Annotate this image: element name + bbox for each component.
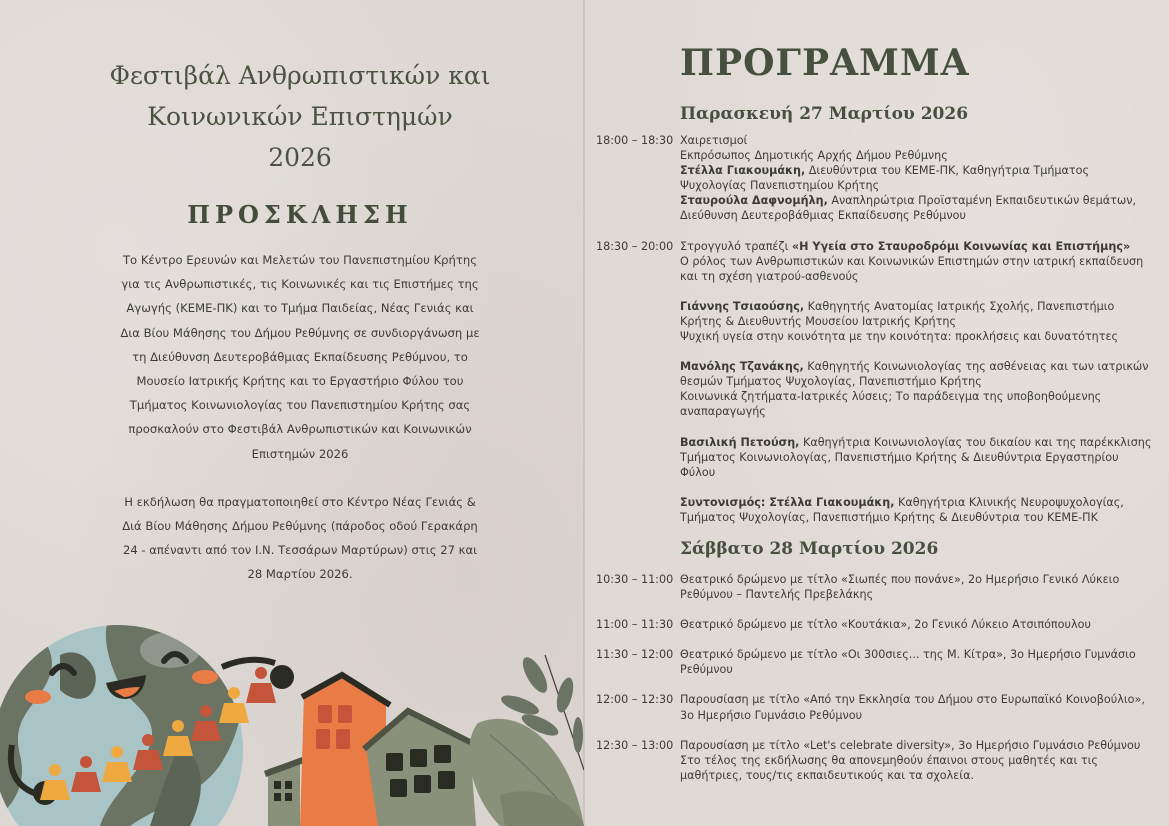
schedule-slot [596, 692, 1156, 722]
schedule-slot [596, 617, 1156, 632]
slot-line: Εκπρόσωπος Δημοτικής Αρχής Δήμου Ρεθύμνης [680, 149, 948, 163]
invitation-body [120, 248, 480, 587]
slot-description: Θεατρικό δρώμενο με τίτλο «Οι 300σιες... της Μ. Κίτρα», 3ο Ημερήσιο Γυμνάσιο Ρεθύμνου [680, 648, 1136, 677]
speaker-role: Αναπληρώτρια Προϊσταμένη Εκπαιδευτικών θεμάτων, Διεύθυνση Δευτεροβάθμιας Εκπαίδευσης Ρεθύμνου [680, 194, 1137, 223]
closing-note: Στο τέλος της εκδήλωσης θα απονεμηθούν έπαινοι στους μαθητές και τις μαθήτριες, τους/τις εκπαιδευτικούς και τα σχολεία. [680, 753, 1098, 782]
slot-time: 12:30 – 13:00 [596, 738, 674, 752]
day1-heading: Παρασκευή 27 Μαρτίου 2026 [680, 104, 969, 124]
leaves [469, 654, 584, 826]
speaker-role: Καθηγητής Κοινωνιολογίας της ασθένειας και των ιατρικών θεσμών Τμήματος Ψυχολογίας, Πανεπιστήμιο Κρήτης [680, 360, 1149, 389]
slot-description [680, 133, 1156, 224]
slot-description: Θεατρικό δρώμενο με τίτλο «Σιωπές που πονάνε», 2ο Ημερήσιο Γενικό Λύκειο Ρεθύμνου – Παντελής Πρεβελάκης [680, 573, 1120, 602]
slot-title-prefix: Στρογγυλό τραπέζι [680, 239, 792, 253]
speaker-topic: Ψυχική υγεία στην κοινότητα με την κοινότητα: προκλήσεις και δυνατότητες [680, 330, 1119, 344]
schedule-slot [596, 133, 1156, 224]
speaker-name: Βασιλική Πετούση, [680, 435, 800, 449]
title-year: 2026 [268, 143, 332, 172]
houses [264, 675, 476, 826]
slot-time: 10:30 – 11:00 [596, 573, 674, 586]
moderator-name: Συντονισμός: Στέλλα Γιακουμάκη, [680, 495, 895, 509]
speaker-topic: Κοινωνικά ζητήματα-Ιατρικές λύσεις; Το παράδειγμα της υποβοηθούμενης αναπαραγωγής [680, 390, 1102, 419]
invitation-heading: ΠΡΟΣΚΛΗΣΗ [187, 200, 413, 229]
slot-subtitle: Ο ρόλος των Ανθρωπιστικών και Κοινωνικών Επιστημών στην ιατρική εκπαίδευση και τη σχέση γιατρού-ασθενούς [680, 254, 1144, 283]
slot-description: Θεατρικό δρώμενο με τίτλο «Κουτάκια», 2ο Γενικό Λύκειο Ατσιπόπουλου [680, 618, 1091, 632]
speaker-role: Διευθύντρια του ΚΕΜΕ-ΠΚ, Καθηγήτρια Τμήματος Ψυχολογίας Πανεπιστημίου Κρήτης [680, 164, 1090, 193]
slot-text: Παρουσίαση με τίτλο «Let's celebrate diversity», 3ο Ημερήσιο Γυμνάσιο Ρεθύμνου [680, 738, 1141, 752]
speaker-entry [680, 193, 1156, 223]
schedule-slot [596, 647, 1156, 677]
slot-time: 11:00 – 11:30 [596, 618, 674, 632]
speaker-entry [680, 435, 1156, 480]
day2-schedule [596, 572, 1156, 783]
schedule-slot [596, 572, 1156, 602]
program-title: ΠΡΟΓΡΑΜΜΑ [680, 42, 970, 84]
globe-icon [0, 613, 294, 826]
title-line: Φεστιβάλ Ανθρωπιστικών και [109, 61, 491, 90]
slot-description [680, 738, 1156, 783]
speaker-role: Καθηγήτρια Κοινωνιολογίας του δικαίου και της παρέκκλισης Τμήματος Κοινωνιολογίας, Πανεπιστήμιο Κρήτης & Διευθύντρια Εργαστηρίου Φύλου [680, 435, 1152, 479]
speaker-name: Στέλλα Γιακουμάκη, [680, 164, 806, 178]
moderator-entry [680, 495, 1156, 525]
slot-time: 11:30 – 12:00 [596, 648, 674, 662]
slot-title [680, 239, 1156, 254]
day2-heading: Σάββατο 28 Μαρτίου 2026 [680, 539, 939, 559]
speaker-entry [680, 299, 1156, 344]
speaker-name: Σταυρούλα Δαφνομήλη, [680, 194, 828, 208]
speaker-role: Καθηγητής Ανατομίας Ιατρικής Σχολής, Πανεπιστήμιο Κρήτης & Διευθυντής Μουσείου Ιατρικής Κρήτης [680, 299, 1115, 328]
slot-title: Χαιρετισμοί [680, 134, 748, 147]
slot-description [680, 239, 1156, 525]
speaker-name: Γιάννης Τσιαούσης, [680, 299, 805, 313]
festival-title [60, 55, 540, 178]
moderator-role: Καθηγήτρια Κλινικής Νευροψυχολογίας, Τμήματος Ψυχολογίας, Πανεπιστήμιο Κρήτης & Διευθύντρια του ΚΕΜΕ-ΠΚ [680, 495, 1124, 524]
title-line: Κοινωνικών Επιστημών [147, 102, 453, 131]
slot-time: 12:00 – 12:30 [596, 693, 674, 707]
venue-paragraph: Η εκδήλωση θα πραγματοποιηθεί στο Κέντρο Νέας Γενιάς & Διά Βίου Μάθησης Δήμου Ρεθύμνης (πάροδος οδού Γερακάρη 24 - απέναντι από τον Ι.Ν. Τεσσάρων Μαρτύρων) στις 27 και 28 Μαρτίου 2026. [122, 494, 478, 582]
speaker-entry [680, 163, 1156, 193]
slot-description: Παρουσίαση με τίτλο «Από την Εκκλησία του Δήμου στο Ευρωπαϊκό Κοινοβούλιο», 3ο Ημερήσιο Γυμνάσιο Ρεθύμνου [680, 693, 1145, 722]
slot-title-bold: «Η Υγεία στο Σταυροδρόμι Κοινωνίας και Επιστήμης» [791, 239, 1131, 253]
slot-time: 18:00 – 18:30 [596, 134, 674, 147]
speaker-name: Μανόλης Τζανάκης, [680, 360, 804, 374]
speaker-entry [680, 359, 1156, 419]
day1-schedule [596, 133, 1156, 525]
globe-houses-illustration [0, 595, 584, 826]
schedule-slot [596, 738, 1156, 783]
schedule-slot [596, 239, 1156, 525]
slot-time: 18:30 – 20:00 [596, 239, 674, 253]
invitation-paragraph: Το Κέντρο Ερευνών και Μελετών του Πανεπιστημίου Κρήτης για τις Ανθρωπιστικές, τις Κοινωνικές και τις Επιστήμες της Αγωγής (ΚΕΜΕ-ΠΚ) και το Τμήμα Παιδείας, Νέας Γενιάς και Δια Βίου Μάθησης του Δήμου Ρεθύμνης σε συνδιοργάνωση με τη Διεύθυνση Δευτεροβάθμιας Εκπαίδευσης Ρεθύμνου, το Μουσείο Ιατρικής Κρήτης και το Εργαστήριο Φύλου του Τμήματος Κοινωνιολογίας του Πανεπιστημίου Κρήτης σας προσκαλούν στο Φεστιβάλ Ανθρωπιστικών και Κοινωνικών Επιστημών 2026 [120, 253, 480, 461]
